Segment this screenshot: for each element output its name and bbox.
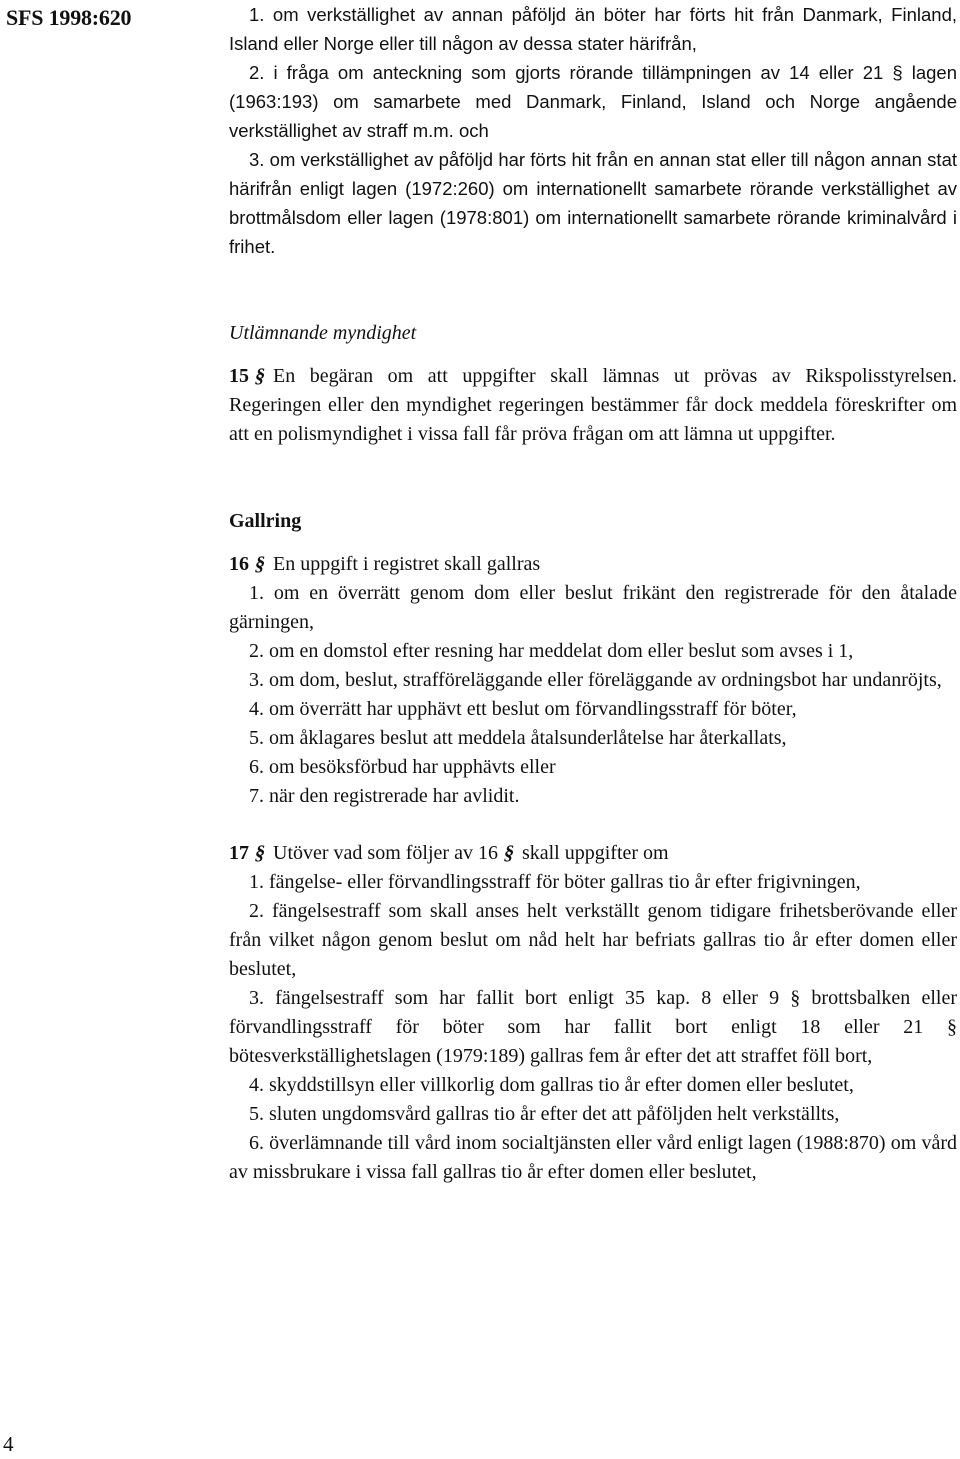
list-item: 7. när den registrerade har avlidit. [249,785,520,807]
section-gallring [229,507,957,1187]
paragraph-15-text: En begäran om att uppgifter skall lämnas ut prövas av Rikspolisstyrelsen. Regeringen eller den myndighet regeringen bestämmer får dock meddela föreskrifter om att en polismyndighet i vissa fall får pröva frågan om att lämna ut uppgifter. [229,365,957,445]
top-list [229,0,957,145]
section-number-16: 16 [229,553,249,575]
section-sign-icon: § [252,842,268,864]
list-item: 3. om dom, beslut, strafföreläggande eller föreläggande av ordningsbot har undanröjts, [249,669,942,691]
section-heading-utlamnande: Utlämnande myndighet [229,322,417,344]
section-number-17: 17 [229,842,249,864]
section-utlamnande [229,319,957,449]
list-item: 3. fängelsestraff som har fallit bort enligt 35 kap. 8 eller 9 § brottsbalken eller förvandlingsstraff för böter som har fallit bort enligt 18 eller 21 § bötesverkställighetslagen (1979:189) gallras fem år efter det att straffet föll bort, [229,987,957,1067]
list-item: 4. skyddstillsyn eller villkorlig dom gallras tio år efter domen eller beslutet, [249,1074,854,1096]
list-item: 2. fängelsestraff som skall anses helt verkställt genom tidigare frihetsberövande eller från vilket någon genom beslut om nåd helt har befriats gallras tio år efter domen eller beslutet, [229,900,957,980]
document-body [229,0,957,1187]
list-item: 1. om en överrätt genom dom eller beslut frikänt den registrerade för den åtalade gärningen, [229,582,957,633]
list-item: 6. om besöksförbud har upphävts eller [249,756,556,778]
section-sign-icon: § [501,842,517,864]
top-item-1: 1. om verkställighet av annan påföljd än böter har förts hit från Danmark, Finland, Island eller Norge eller till någon av dessa stater härifrån, [229,4,957,54]
section-heading-gallring: Gallring [229,510,302,532]
paragraph-17-intro [229,839,957,868]
list-item: 5. sluten ungdomsvård gallras tio år efter det att påföljden helt verkställts, [249,1103,840,1125]
list-item: 6. överlämnande till vård inom socialtjänsten eller vård enligt lagen (1988:870) om vård av missbrukare i vissa fall gallras tio år efter domen eller beslutet, [229,1132,957,1183]
top-item-3-wrap [229,145,957,261]
paragraph-15 [229,362,957,449]
paragraph-17-intro-a: Utöver vad som följer av 16 [273,842,498,864]
list-item: 2. om en domstol efter resning har meddelat dom eller beslut som avses i 1, [249,640,854,662]
list-item: 5. om åklagares beslut att meddela åtalsunderlåtelse har återkallats, [249,727,787,749]
section-sign-icon: § [252,553,268,575]
top-item-2: 2. i fråga om anteckning som gjorts rörande tillämpningen av 14 eller 21 § lagen (1963:193) om samarbete med Danmark, Finland, Island och Norge angående verkställighet av straff m.m. och [229,62,957,141]
paragraph-17-intro-b: skall uppgifter om [521,842,669,864]
list-item: 4. om överrätt har upphävt ett beslut om förvandlingsstraff för böter, [249,698,797,720]
paragraph-16-intro [229,550,957,579]
section-sign-icon: § [252,365,268,387]
page-number: 4 [3,1432,14,1456]
sfs-number: SFS 1998:620 [6,5,132,30]
paragraph-16-intro-text: En uppgift i registret skall gallras [273,553,541,575]
list-item: 1. fängelse- eller förvandlingsstraff för böter gallras tio år efter frigivningen, [249,871,861,893]
top-item-3: 3. om verkställighet av påföljd har förts hit från en annan stat eller till någon annan stat härifrån enligt lagen (1972:260) om internationellt samarbete rörande verkställighet av brottmålsdom eller lagen (1978:801) om internationellt samarbete rörande kriminalvård i frihet. [229,149,957,257]
section-number-15: 15 [229,365,249,387]
